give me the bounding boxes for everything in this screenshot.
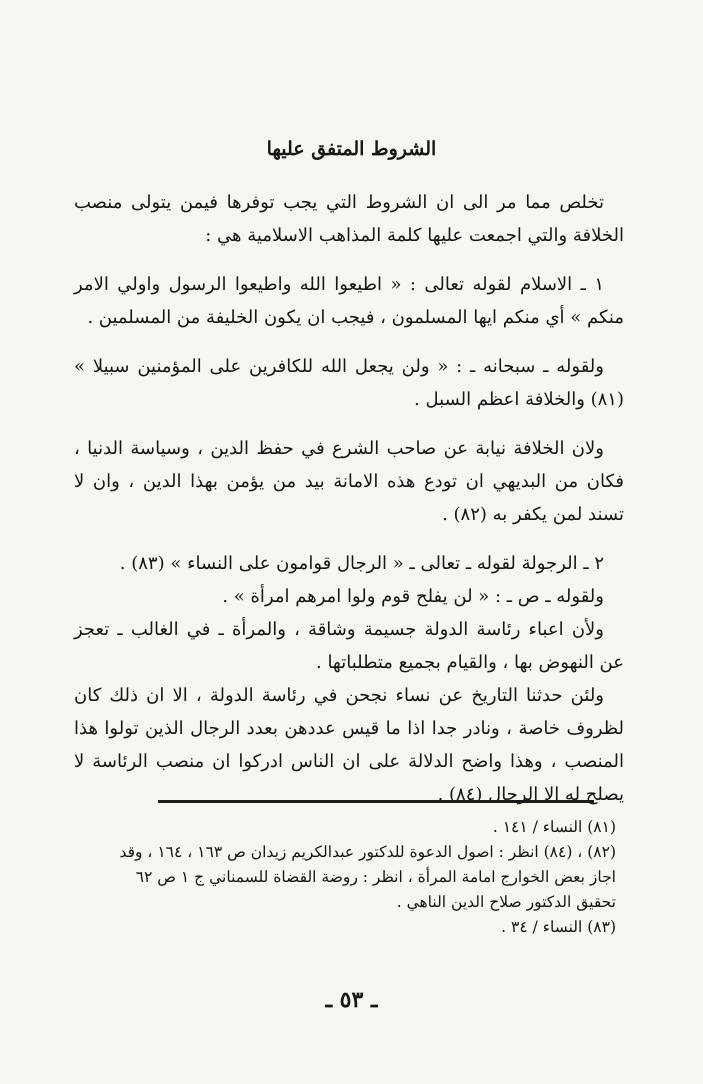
footnote-82-84: (٨٢) ، (٨٤) انظر : اصول الدعوة للدكتور عبدالكريم زيدان ص ١٦٣ ، ١٦٤ ، وقد اجاز بعض الخوارج امامة المرأة ، انظر : روضة القضاة للسمناني ج ١ ص ٦٢ تحقيق الدكتور صلاح الدين الناهي . <box>119 843 616 911</box>
page-number: ـ ٥٣ ـ <box>325 987 378 1013</box>
paragraph-hadith: ولقوله ـ ص ـ : « لن يفلح قوم ولوا امرهم امرأة » . <box>222 586 604 607</box>
footnote-divider <box>158 800 594 803</box>
paragraph-manhood-condition: ٢ ـ الرجولة لقوله ـ تعالى ـ « الرجال قوامون على النساء » (٨٣) . <box>119 553 604 574</box>
paragraph-intro: تخلص مما مر الى ان الشروط التي يجب توفرها فيمن يتولى منصب الخلافة والتي اجمعت عليها كلمة المذاهب الاسلامية هي : <box>74 192 624 246</box>
paragraph-caliphate-deputyship: ولان الخلافة نيابة عن صاحب الشرع في حفظ الدين ، وسياسة الدنيا ، فكان من البديهي ان تودع هذه الامانة بيد من يؤمن بهذا الدين ، وان لا تسند لمن يكفر به (٨٢) . <box>74 438 624 525</box>
paragraph-burdens: ولأن اعباء رئاسة الدولة جسيمة وشاقة ، والمرأة ـ في الغالب ـ تعجز عن النهوض بها ، والقيام بجميع متطلباتها . <box>74 619 624 673</box>
footnote-83: (٨٣) النساء / ٣٤ . <box>501 918 616 936</box>
paragraph-history: ولئن حدثنا التاريخ عن نساء نجحن في رئاسة الدولة ، الا ان ذلك كان لظروف خاصة ، ونادر جدا اذا ما قيس عددهن بعدد الرجال الذين تولوا هذا المنصب ، وهذا واضح الدلالة على ان الناس ادركوا ان منصب الرئاسة لا يصلح له الا الرجال (٨٤) . <box>74 685 624 805</box>
section-heading: الشروط المتفق عليها <box>266 138 437 160</box>
paragraph-islam-condition: ١ ـ الاسلام لقوله تعالى : « اطيعوا الله واطيعوا الرسول واولي الامر منكم » أي منكم ايها المسلمون ، فيجب ان يكون الخليفة من المسلمين . <box>74 274 624 328</box>
footnote-81: (٨١) النساء / ١٤١ . <box>492 818 616 836</box>
paragraph-quran-verse: ولقوله ـ سبحانه ـ : « ولن يجعل الله للكافرين على المؤمنين سبيلا » (٨١) والخلافة اعظم السبل . <box>74 356 624 410</box>
body-text <box>74 186 624 827</box>
footnotes <box>96 815 616 940</box>
